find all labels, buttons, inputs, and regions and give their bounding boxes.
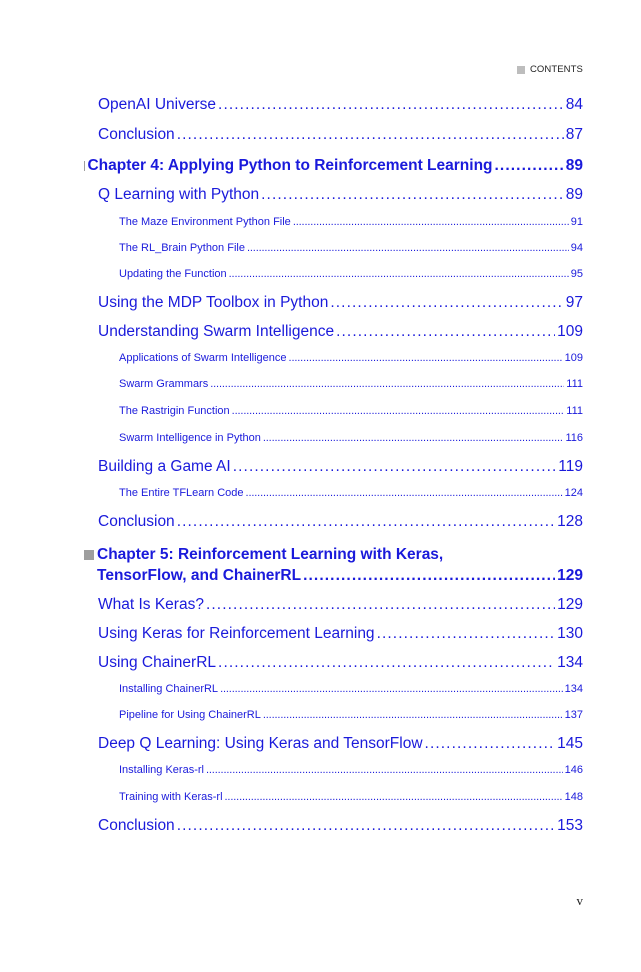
toc-subentry-page: 91 (570, 216, 583, 228)
toc-entry[interactable] (98, 654, 583, 672)
toc-subentry-page: 109 (564, 352, 583, 364)
toc-subentry-page: 124 (564, 487, 583, 499)
running-header (517, 64, 583, 75)
toc-entry[interactable] (98, 186, 583, 204)
chapter-marker-icon (84, 550, 94, 560)
toc-entry-page: 153 (557, 817, 583, 834)
leader-dots (232, 405, 565, 417)
toc-subentry[interactable] (119, 432, 583, 444)
toc-entry-title: Understanding Swarm Intelligence (98, 323, 335, 340)
toc-subentry-title: Training with Keras-rl (119, 791, 223, 803)
toc-subentry[interactable] (119, 405, 583, 417)
toc-entry-title: What Is Keras? (98, 596, 204, 613)
leader-dots (220, 683, 563, 695)
toc-entry-page: 87 (565, 126, 583, 143)
toc-entry-page: 128 (557, 513, 583, 530)
toc-subentry[interactable] (119, 791, 583, 803)
toc-entry-title: OpenAI Universe (98, 96, 217, 113)
toc-entry-title: Conclusion (98, 126, 175, 143)
toc-subentry[interactable] (119, 268, 583, 280)
leader-dots (336, 323, 555, 341)
toc-entry[interactable] (98, 513, 583, 531)
toc-entry-title: Conclusion (98, 817, 175, 834)
toc-entry-page: 109 (557, 323, 583, 340)
toc-entry-page: 134 (557, 654, 583, 671)
toc-subentry[interactable] (119, 242, 583, 254)
toc-subentry-page: 137 (564, 709, 583, 721)
toc-entry-page: 129 (557, 596, 583, 613)
leader-dots (225, 791, 563, 803)
toc-subentry-title: The Maze Environment Python File (119, 216, 291, 228)
leader-dots (247, 242, 569, 254)
toc-entry-page: 130 (557, 625, 583, 642)
leader-dots (206, 764, 563, 776)
toc-entry[interactable] (98, 96, 583, 114)
toc-chapter-title: Chapter 4: Applying Python to Reinforcement Learning (87, 157, 493, 174)
toc-subentry[interactable] (119, 709, 583, 721)
toc-entry[interactable] (98, 294, 583, 312)
toc-entry-title: Conclusion (98, 513, 175, 530)
toc-subentry[interactable] (119, 352, 583, 364)
toc-subentry-title: Pipeline for Using ChainerRL (119, 709, 261, 721)
toc-chapter-entry[interactable] (84, 546, 583, 585)
leader-dots (425, 735, 556, 753)
toc-entry-page: 129 (557, 567, 583, 584)
leader-dots (177, 817, 555, 835)
leader-dots (177, 126, 564, 144)
leader-dots (303, 567, 555, 585)
leader-dots (330, 294, 563, 312)
toc-subentry-page: 116 (565, 432, 583, 444)
toc-subentry-page: 111 (566, 378, 583, 390)
toc-subentry-title: The RL_Brain Python File (119, 242, 245, 254)
toc-subentry-page: 134 (564, 683, 583, 695)
toc-subentry[interactable] (119, 487, 583, 499)
toc-subentry[interactable] (119, 378, 583, 390)
leader-dots (229, 268, 569, 280)
toc-entry-page: 145 (557, 735, 583, 752)
leader-dots (246, 487, 563, 499)
toc-subentry-title: Installing ChainerRL (119, 683, 219, 695)
leader-dots (218, 654, 555, 672)
toc-subentry-title: Swarm Grammars (119, 378, 209, 390)
leader-dots (263, 432, 564, 444)
leader-dots (263, 709, 563, 721)
leader-dots (293, 216, 569, 228)
toc-subentry[interactable] (119, 216, 583, 228)
header-square-icon (517, 66, 525, 74)
toc-entry-page: 84 (565, 96, 583, 113)
toc-entry[interactable] (98, 126, 583, 144)
toc-entry-page: 89 (565, 186, 583, 203)
leader-dots (495, 157, 564, 175)
toc-entry-title: Using Keras for Reinforcement Learning (98, 625, 375, 642)
toc-entry-title: Using ChainerRL (98, 654, 217, 671)
toc-entry-title: Deep Q Learning: Using Keras and TensorFlow (98, 735, 423, 752)
toc-entry-page: 89 (565, 157, 583, 174)
toc-chapter-entry[interactable] (84, 157, 583, 175)
toc-subentry-page: 111 (566, 405, 583, 417)
toc-entry[interactable] (98, 458, 583, 476)
toc-subentry-title: Swarm Intelligence in Python (119, 432, 261, 444)
header-label: CONTENTS (529, 64, 583, 75)
toc-chapter-title-line2: TensorFlow, and ChainerRL (97, 567, 302, 584)
toc-subentry[interactable] (119, 764, 583, 776)
toc-subentry-page: 94 (570, 242, 583, 254)
toc-chapter-title-line1: Chapter 5: Reinforcement Learning with Keras, (97, 546, 444, 563)
toc-subentry-title: Applications of Swarm Intelligence (119, 352, 287, 364)
toc-subentry-page: 95 (570, 268, 583, 280)
toc-subentry-title: The Rastrigin Function (119, 405, 230, 417)
toc-subentry-title: Updating the Function (119, 268, 227, 280)
toc-entry[interactable] (98, 817, 583, 835)
toc-subentry-page: 148 (564, 791, 583, 803)
toc-entry-page: 97 (565, 294, 583, 311)
toc-entry-page: 119 (558, 458, 583, 475)
toc-subentry[interactable] (119, 683, 583, 695)
page-number: v (576, 893, 583, 908)
toc-subentry-page: 146 (564, 764, 583, 776)
toc-entry[interactable] (98, 625, 583, 643)
leader-dots (218, 96, 564, 114)
toc-entry-title: Building a Game AI (98, 458, 231, 475)
leader-dots (233, 458, 557, 476)
leader-dots (206, 596, 555, 614)
toc-entry[interactable] (98, 596, 583, 614)
leader-dots (289, 352, 563, 364)
leader-dots (210, 378, 564, 390)
leader-dots (177, 513, 555, 531)
leader-dots (377, 625, 556, 643)
toc-entry-title: Using the MDP Toolbox in Python (98, 294, 329, 311)
toc-entry[interactable] (98, 735, 583, 753)
toc-subentry-title: Installing Keras-rl (119, 764, 204, 776)
toc-subentry-title: The Entire TFLearn Code (119, 487, 244, 499)
toc-entry-title: Q Learning with Python (98, 186, 260, 203)
leader-dots (261, 186, 564, 204)
toc-entry[interactable] (98, 323, 583, 341)
